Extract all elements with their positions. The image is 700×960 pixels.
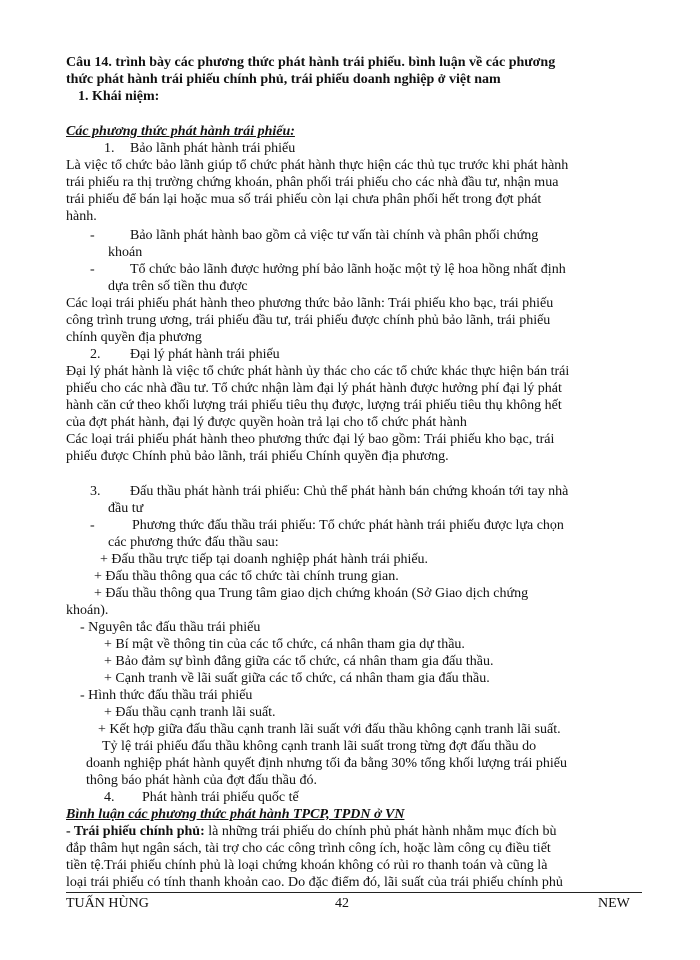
paragraph-line: trái phiếu ra thị trường chứng khoán, phân phối trái phiếu cho các nhà đầu tư, nhận mua [66,175,559,190]
paragraph-line: phiếu cho các nhà đầu tư. Tổ chức nhận làm đại lý phát hành được hưởng phí đại lý phát [66,381,562,396]
plus-item: + Bí mật về thông tin của các tổ chức, cá nhân tham gia dự thầu. [104,637,465,652]
government-bond-text: là những trái phiếu do chính phủ phát hành nhằm mục đích bù [204,824,557,839]
bullet-line: dựa trên số tiền thu được [108,279,248,294]
plus-item: + Đấu thầu cạnh tranh lãi suất. [104,705,276,720]
concept-heading: 1. Khái niệm: [78,89,160,104]
paragraph-line: Các loại trái phiếu phát hành theo phương thức bảo lãnh: Trái phiếu kho bạc, trái phiếu [66,296,554,311]
item-number: 3. [90,484,101,499]
question-title-line-2: thức phát hành trái phiếu chính phủ, trái phiếu doanh nghiệp ở việt nam [66,72,501,87]
paragraph-line: loại trái phiếu có tính thanh khoản cao. Do đặc điểm đó, lãi suất của trái phiếu chính phủ [66,875,563,890]
plus-item: + Đấu thầu trực tiếp tại doanh nghiệp phát hành trái phiếu. [100,552,429,567]
item-title: Bảo lãnh phát hành trái phiếu [130,141,296,156]
paragraph-line: trái phiếu để bán lại hoặc mua số trái phiếu còn lại chưa phân phối hết trong đợt phát [66,192,542,207]
dash-bullet: - [90,518,95,533]
paragraph-line: doanh nghiệp phát hành quyết định nhưng tối đa bằng 30% tổng khối lượng trái phiếu [86,756,568,771]
plus-item: + Bảo đảm sự bình đẳng giữa các tổ chức, cá nhân tham gia đấu thầu. [104,654,494,669]
plus-item: + Kết hợp giữa đấu thầu cạnh tranh lãi suất với đấu thầu không cạnh tranh lãi suất. [98,722,561,737]
sub-heading: - Hình thức đấu thầu trái phiếu [80,688,253,703]
paragraph-line: hành căn cứ theo khối lượng trái phiếu tiêu thụ được, lượng trái phiếu tiêu thụ không hết [66,398,562,413]
bullet-line: các phương thức đấu thầu sau: [108,535,279,550]
bullet-line: Bảo lãnh phát hành bao gồm cả việc tư vấn tài chính và phân phối chứng [130,228,539,243]
dash-bullet: - [90,228,95,243]
paragraph-line: hành. [66,209,97,224]
dash-bullet: - [90,262,95,277]
page-number: 42 [335,896,349,911]
paragraph-line [66,824,556,840]
paragraph-line: đắp thâm hụt ngân sách, tài trợ cho các công trình công ích, hoặc làm công cụ điều tiết [66,841,551,856]
plus-item: khoán). [66,603,109,618]
section-title-issuance-methods: Các phương thức phát hành trái phiếu: [66,124,295,139]
paragraph-line: tiền tệ.Trái phiếu chính phủ là loại chứng khoán không có rủi ro thanh toán và cũng là [66,858,548,873]
bullet-line: Tổ chức bảo lãnh được hưởng phí bảo lãnh hoặc một tỷ lệ hoa hồng nhất định [130,262,566,277]
paragraph-line: Đại lý phát hành là việc tổ chức phát hành ủy thác cho các tổ chức khác thực hiện bán trái [66,364,570,379]
bullet-line: Phương thức đấu thầu trái phiếu: Tổ chức phát hành trái phiếu được lựa chọn [132,518,564,533]
paragraph-line: Là việc tổ chức bảo lãnh giúp tổ chức phát hành thực hiện các thủ tục trước khi phát hành [66,158,569,173]
item-number: 4. [104,790,115,805]
item-title: Đấu thầu phát hành trái phiếu: Chủ thể phát hành bán chứng khoán tới tay nhà [130,484,569,499]
sub-heading: - Nguyên tắc đấu thầu trái phiếu [80,620,261,635]
item-number: 1. [104,141,115,156]
item-number: 2. [90,347,101,362]
paragraph-line: chính quyền địa phương [66,330,202,345]
paragraph-line: Tỷ lệ trái phiếu đấu thầu không cạnh tranh lãi suất trong từng đợt đấu thầu do [102,739,537,754]
item-title: Đại lý phát hành trái phiếu [130,347,280,362]
government-bond-lead: - Trái phiếu chính phủ: [66,824,205,839]
footer-divider [66,892,642,893]
bullet-line: khoán [108,245,143,260]
question-title-line-1: Câu 14. trình bày các phương thức phát hành trái phiếu. bình luận về các phương [66,55,556,70]
paragraph-line: thông báo phát hành của đợt đấu thầu đó. [86,773,317,788]
footer-author: TUẤN HÙNG [66,896,149,911]
section-title-commentary: Bình luận các phương thức phát hành TPCP, TPDN ở VN [66,807,405,822]
paragraph-line: Các loại trái phiếu phát hành theo phương thức đại lý bao gồm: Trái phiếu kho bạc, trái [66,432,555,447]
plus-item: + Cạnh tranh về lãi suất giữa các tổ chức, cá nhân tham gia đấu thầu. [104,671,490,686]
plus-item: + Đấu thầu thông qua các tổ chức tài chính trung gian. [94,569,399,584]
paragraph-line: phiếu được Chính phủ bảo lãnh, trái phiếu Chính quyền địa phương. [66,449,449,464]
item-title: đầu tư [108,501,144,516]
paragraph-line: của đợt phát hành, đại lý được quyền hoàn trả lại cho tổ chức phát hành [66,415,467,430]
paragraph-line: công trình trung ương, trái phiếu đầu tư, trái phiếu được chính phủ bảo lãnh, trái phiếu [66,313,551,328]
footer-tag: NEW [598,896,630,911]
plus-item: + Đấu thầu thông qua Trung tâm giao dịch chứng khoán (Sở Giao dịch chứng [94,586,529,601]
item-title: Phát hành trái phiếu quốc tế [142,790,299,805]
